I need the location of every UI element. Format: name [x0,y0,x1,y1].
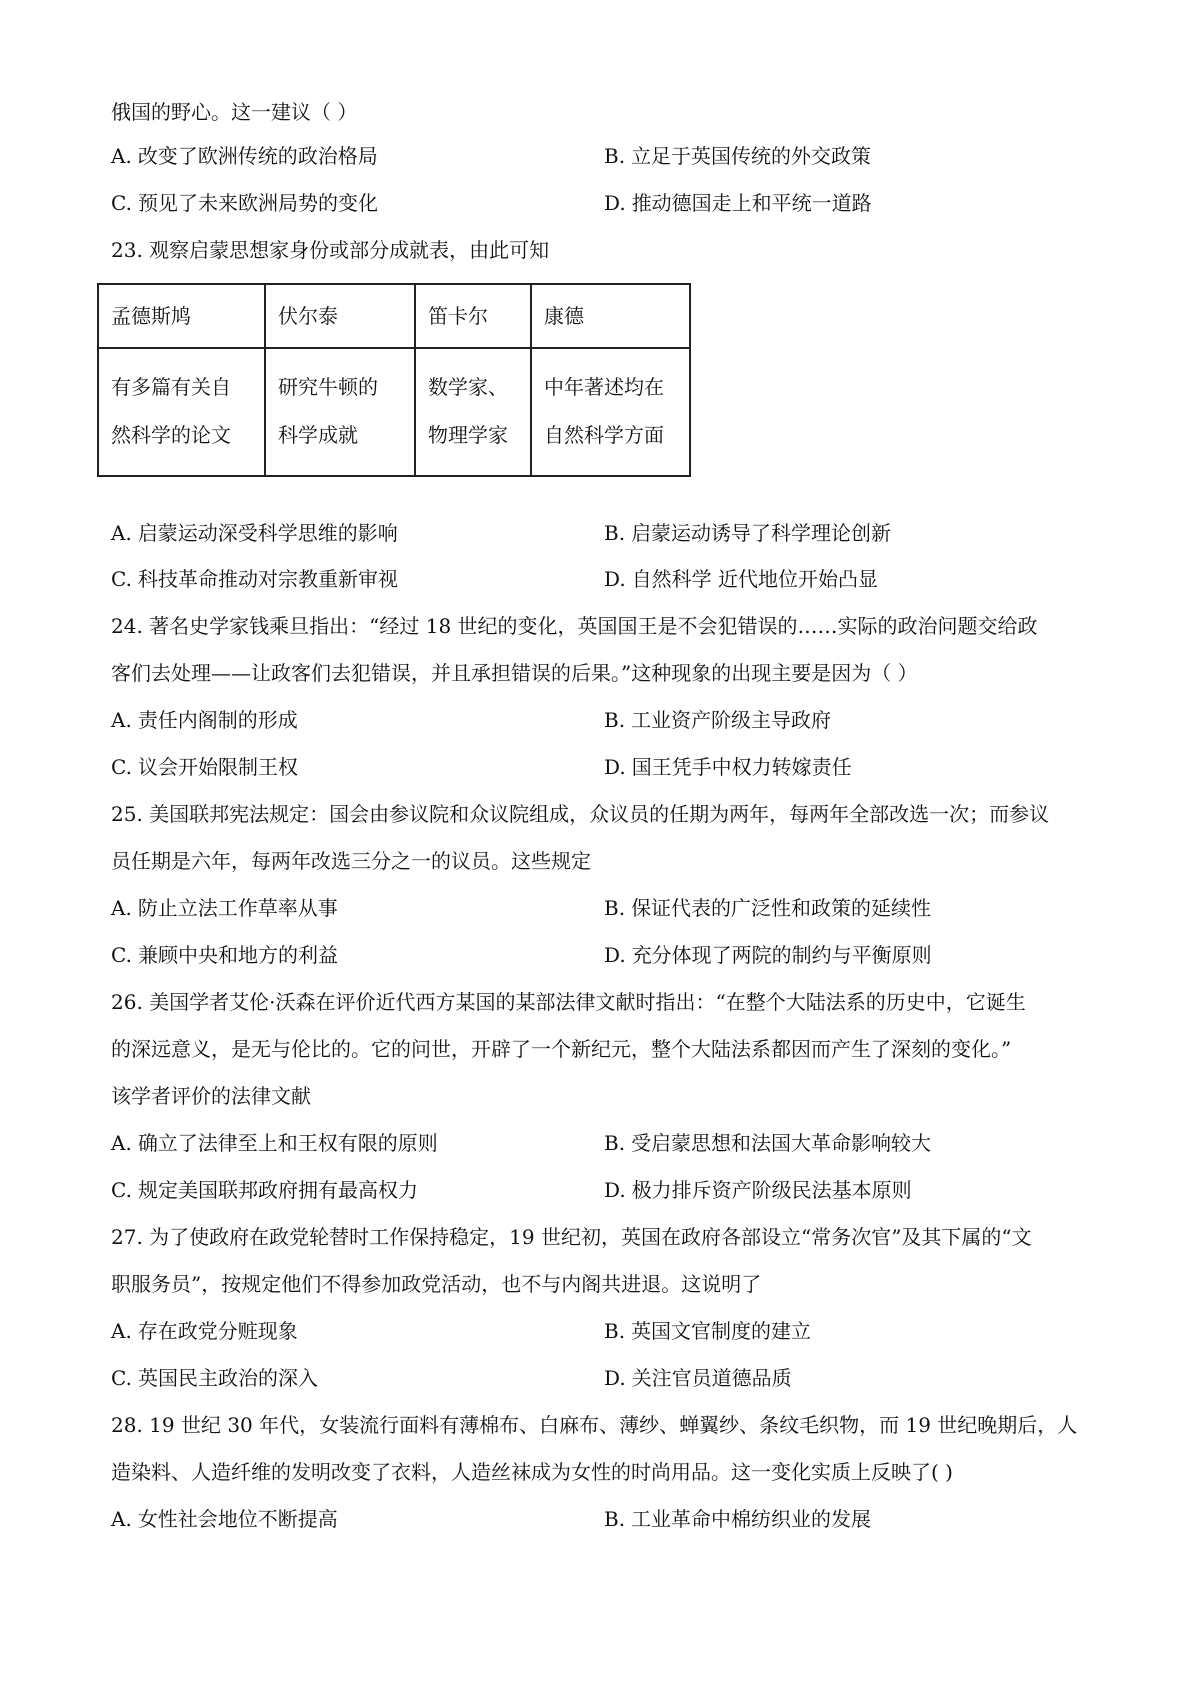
q27-option-c [111,1364,318,1392]
cell-line: 研究牛顿的 [278,375,378,399]
q22-option-d [604,189,872,217]
cell-line: 数学家、 [428,375,508,399]
option-text: 工业资产阶级主导政府 [631,708,832,732]
option-letter: B. [604,896,626,920]
option-letter: C. [111,755,132,779]
option-letter: A. [111,1319,132,1343]
option-text: 启蒙运动诱导了科学理论创新 [631,521,892,545]
q22-option-a [111,142,378,170]
q23-option-d [604,565,878,593]
table-cell [531,348,690,476]
option-text: 议会开始限制王权 [137,755,298,779]
q25-option-d [604,941,932,969]
q27-stem-line-1: 27. 为了使政府在政党轮替时工作保持稳定，19 世纪初，英国在政府各部设立“常务次官”及其下属的“文 [111,1225,1032,1249]
option-text: 英国文官制度的建立 [631,1319,812,1343]
q23-option-c [111,565,398,593]
q23-stem: 23. 观察启蒙思想家身份或部分成就表，由此可知 [111,238,550,262]
cell-line: 科学成就 [278,423,358,447]
q28-option-b [604,1505,871,1533]
q23-option-a [111,519,398,547]
option-letter: C. [111,191,132,215]
option-text: 责任内阁制的形成 [137,708,298,732]
q25-stem-line-2: 员任期是六年，每两年改选三分之一的议员。这些规定 [111,849,591,873]
option-text: 防止立法工作草率从事 [137,896,338,920]
option-letter: A. [111,896,132,920]
option-text: 存在政党分赃现象 [137,1319,298,1343]
option-letter: A. [111,708,132,732]
q26-option-c [111,1176,418,1204]
table-header-cell: 孟德斯鸠 [98,284,265,348]
q24-option-b [604,706,831,734]
q24-stem-line-2: 客们去处理——让政客们去犯错误，并且承担错误的后果。”这种现象的出现主要是因为（ ） [111,661,918,685]
table-header-cell: 伏尔泰 [265,284,415,348]
option-letter: D. [604,755,626,779]
q28-option-a [111,1505,338,1533]
option-letter: A. [111,1507,132,1531]
option-text: 立足于英国传统的外交政策 [631,144,872,168]
option-text: 英国民主政治的深入 [137,1366,318,1390]
q25-option-a [111,894,338,922]
q25-stem-line-1: 25. 美国联邦宪法规定：国会由参议院和众议院组成，众议员的任期为两年，每两年全部改选一次；而参议 [111,802,1050,826]
option-text: 兼顾中央和地方的利益 [137,943,338,967]
option-letter: C. [111,1366,132,1390]
option-text: 启蒙运动深受科学思维的影响 [137,521,398,545]
option-letter: B. [604,521,626,545]
q26-option-a [111,1129,438,1157]
option-letter: C. [111,567,132,591]
q27-option-a [111,1317,298,1345]
option-letter: B. [604,1319,626,1343]
option-letter: C. [111,943,132,967]
q26-stem-line-3: 该学者评价的法律文献 [111,1084,311,1108]
option-text: 保证代表的广泛性和政策的延续性 [631,896,932,920]
option-text: 极力排斥资产阶级民法基本原则 [631,1178,912,1202]
q23-option-b [604,519,891,547]
option-letter: D. [604,191,626,215]
option-letter: C. [111,1178,132,1202]
table-header-cell: 康德 [531,284,690,348]
option-text: 规定美国联邦政府拥有最高权力 [137,1178,418,1202]
q25-option-b [604,894,931,922]
table-header-cell: 笛卡尔 [415,284,531,348]
option-letter: A. [111,144,132,168]
option-text: 工业革命中棉纺织业的发展 [631,1507,872,1531]
table-header-row [98,284,690,348]
option-text: 预见了未来欧洲局势的变化 [137,191,378,215]
q27-stem-line-2: 职服务员”，按规定他们不得参加政党活动，也不与内阁共进退。这说明了 [111,1272,762,1296]
option-letter: D. [604,943,626,967]
q27-option-b [604,1317,811,1345]
thinkers-table [97,283,691,477]
q27-option-d [604,1364,792,1392]
q28-stem-line-1: 28. 19 世纪 30 年代，女装流行面料有薄棉布、白麻布、薄纱、蝉翼纱、条纹毛织物，而 19 世纪晚期后，人 [111,1413,1078,1437]
option-text: 科技革命推动对宗教重新审视 [137,567,398,591]
cell-line: 有多篇有关自 [111,375,231,399]
q22-option-b [604,142,871,170]
q26-option-d [604,1176,912,1204]
option-text: 改变了欧洲传统的政治格局 [137,144,378,168]
option-letter: B. [604,144,626,168]
cell-line: 自然科学方面 [544,423,664,447]
option-letter: A. [111,521,132,545]
table-cell [98,348,265,476]
q24-stem-line-1: 24. 著名史学家钱乘旦指出：“经过 18 世纪的变化，英国国王是不会犯错误的……实际的政治问题交给政 [111,614,1038,638]
option-text: 确立了法律至上和王权有限的原则 [137,1131,438,1155]
option-letter: D. [604,1366,626,1390]
option-text: 关注官员道德品质 [631,1366,792,1390]
q24-option-a [111,706,298,734]
q28-stem-line-2: 造染料、人造纤维的发明改变了衣料，人造丝袜成为女性的时尚用品。这一变化实质上反映了( ) [111,1460,953,1484]
q26-stem-line-2: 的深远意义，是无与伦比的。它的问世，开辟了一个新纪元，整个大陆法系都因而产生了深刻的变化。” [111,1037,1012,1061]
option-text: 受启蒙思想和法国大革命影响较大 [631,1131,932,1155]
option-letter: B. [604,1507,626,1531]
cell-line: 然科学的论文 [111,423,231,447]
q24-option-d [604,753,852,781]
option-text: 国王凭手中权力转嫁责任 [631,755,852,779]
option-letter: B. [604,708,626,732]
cell-line: 物理学家 [428,423,508,447]
option-text: 自然科学 近代地位开始凸显 [631,567,879,591]
cell-line: 中年著述均在 [544,375,664,399]
q26-stem-line-1: 26. 美国学者艾伦·沃森在评价近代西方某国的某部法律文献时指出：“在整个大陆法系的历史中，它诞生 [111,990,1026,1014]
option-text: 推动德国走上和平统一道路 [631,191,872,215]
table-cell [415,348,531,476]
q22-option-c [111,189,378,217]
option-letter: B. [604,1131,626,1155]
option-letter: D. [604,1178,626,1202]
q26-option-b [604,1129,931,1157]
table-row [98,348,690,476]
option-text: 充分体现了两院的制约与平衡原则 [631,943,932,967]
option-letter: A. [111,1131,132,1155]
q22-stem-tail: 俄国的野心。这一建议（ ） [111,100,358,124]
table-cell [265,348,415,476]
q24-option-c [111,753,298,781]
q25-option-c [111,941,338,969]
option-text: 女性社会地位不断提高 [137,1507,338,1531]
option-letter: D. [604,567,626,591]
